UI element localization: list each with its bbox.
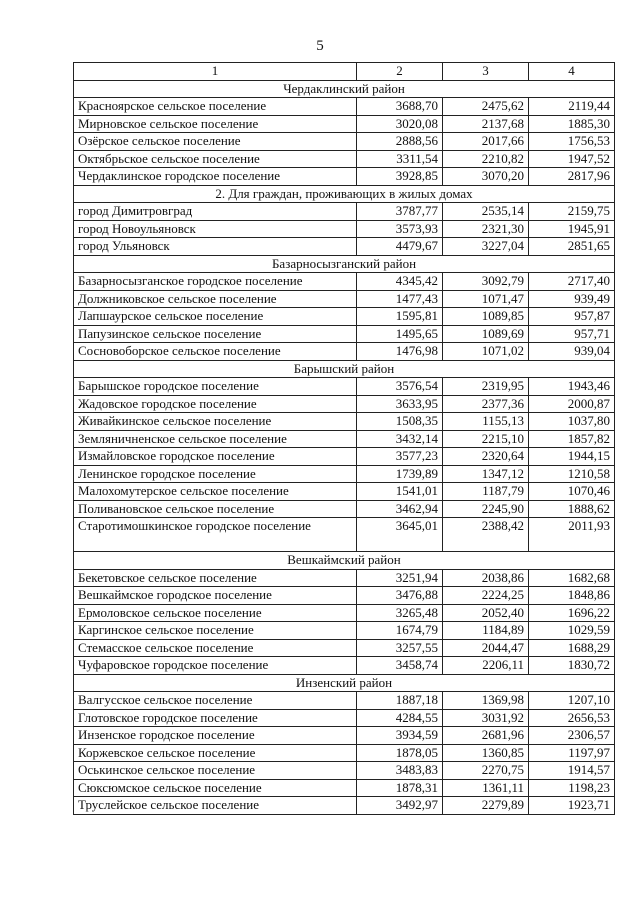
value-col-4: 1037,80 xyxy=(529,413,615,431)
table-row xyxy=(74,483,615,501)
section-row xyxy=(74,255,615,273)
settlement-name: Базарносызганское городское поселение xyxy=(74,273,357,291)
tariff-table xyxy=(73,62,615,815)
table-row xyxy=(74,709,615,727)
value-col-2: 3432,14 xyxy=(357,430,443,448)
value-col-3: 3227,04 xyxy=(443,238,529,256)
value-col-4: 1888,62 xyxy=(529,500,615,518)
settlement-name: Коржевское сельское поселение xyxy=(74,744,357,762)
header-col-2: 2 xyxy=(357,63,443,81)
table-row xyxy=(74,378,615,396)
value-col-3: 2535,14 xyxy=(443,203,529,221)
value-col-2: 3928,85 xyxy=(357,168,443,186)
value-col-3: 1071,47 xyxy=(443,290,529,308)
table-row xyxy=(74,448,615,466)
value-col-2: 4479,67 xyxy=(357,238,443,256)
settlement-name: Ермоловское сельское поселение xyxy=(74,604,357,622)
value-col-2: 3688,70 xyxy=(357,98,443,116)
section-row xyxy=(74,552,615,570)
section-title: 2. Для граждан, проживающих в жилых домах xyxy=(74,185,615,203)
value-col-4: 2000,87 xyxy=(529,395,615,413)
value-col-4: 1756,53 xyxy=(529,133,615,151)
header-col-4: 4 xyxy=(529,63,615,81)
value-col-2: 4284,55 xyxy=(357,709,443,727)
section-title: Инзенский район xyxy=(74,674,615,692)
value-col-4: 1070,46 xyxy=(529,483,615,501)
value-col-3: 1369,98 xyxy=(443,692,529,710)
value-col-4: 1198,23 xyxy=(529,779,615,797)
settlement-name: Бекетовское сельское поселение xyxy=(74,569,357,587)
value-col-4: 957,71 xyxy=(529,325,615,343)
settlement-name: Труслейское сельское поселение xyxy=(74,797,357,815)
value-col-2: 3576,54 xyxy=(357,378,443,396)
settlement-name: Живайкинское сельское поселение xyxy=(74,413,357,431)
table-row xyxy=(74,762,615,780)
value-col-3: 2279,89 xyxy=(443,797,529,815)
value-col-4: 1197,97 xyxy=(529,744,615,762)
value-col-2: 3265,48 xyxy=(357,604,443,622)
settlement-name: Стемасское сельское поселение xyxy=(74,639,357,657)
settlement-name: город Новоульяновск xyxy=(74,220,357,238)
table-row xyxy=(74,203,615,221)
value-col-2: 1508,35 xyxy=(357,413,443,431)
value-col-4: 2119,44 xyxy=(529,98,615,116)
table-row xyxy=(74,413,615,431)
value-col-2: 3462,94 xyxy=(357,500,443,518)
settlement-name: Папузинское сельское поселение xyxy=(74,325,357,343)
settlement-name: Мирновское сельское поселение xyxy=(74,115,357,133)
value-col-4: 1885,30 xyxy=(529,115,615,133)
value-col-2: 1595,81 xyxy=(357,308,443,326)
table-row xyxy=(74,604,615,622)
value-col-4: 1830,72 xyxy=(529,657,615,675)
value-col-2: 3573,93 xyxy=(357,220,443,238)
table-row xyxy=(74,220,615,238)
settlement-name: Должниковское сельское поселение xyxy=(74,290,357,308)
value-col-2: 1477,43 xyxy=(357,290,443,308)
table-row xyxy=(74,343,615,361)
value-col-3: 2681,96 xyxy=(443,727,529,745)
settlement-name: Вешкаймское городское поселение xyxy=(74,587,357,605)
settlement-name: Лапшаурское сельское поселение xyxy=(74,308,357,326)
settlement-name: Озёрское сельское поселение xyxy=(74,133,357,151)
value-col-3: 2017,66 xyxy=(443,133,529,151)
value-col-2: 3476,88 xyxy=(357,587,443,605)
value-col-3: 2320,64 xyxy=(443,448,529,466)
value-col-4: 1945,91 xyxy=(529,220,615,238)
value-col-2: 1739,89 xyxy=(357,465,443,483)
value-col-3: 1089,69 xyxy=(443,325,529,343)
value-col-2: 3020,08 xyxy=(357,115,443,133)
value-col-2: 1495,65 xyxy=(357,325,443,343)
value-col-2: 3251,94 xyxy=(357,569,443,587)
value-col-2: 3311,54 xyxy=(357,150,443,168)
value-col-2: 3645,01 xyxy=(357,518,443,552)
table-row xyxy=(74,692,615,710)
table-row xyxy=(74,744,615,762)
table-row xyxy=(74,430,615,448)
table-row xyxy=(74,308,615,326)
settlement-name: Чердаклинское городское поселение xyxy=(74,168,357,186)
value-col-3: 2388,42 xyxy=(443,518,529,552)
header-col-3: 3 xyxy=(443,63,529,81)
settlement-name: Жадовское городское поселение xyxy=(74,395,357,413)
value-col-2: 3458,74 xyxy=(357,657,443,675)
value-col-4: 2656,53 xyxy=(529,709,615,727)
value-col-2: 1674,79 xyxy=(357,622,443,640)
settlement-name: Сосновоборское сельское поселение xyxy=(74,343,357,361)
section-title: Чердаклинский район xyxy=(74,80,615,98)
table-row xyxy=(74,500,615,518)
table-row xyxy=(74,150,615,168)
value-col-4: 1682,68 xyxy=(529,569,615,587)
value-col-4: 2306,57 xyxy=(529,727,615,745)
settlement-name: город Ульяновск xyxy=(74,238,357,256)
value-col-4: 2817,96 xyxy=(529,168,615,186)
value-col-2: 1878,31 xyxy=(357,779,443,797)
section-row xyxy=(74,80,615,98)
section-title: Барышский район xyxy=(74,360,615,378)
section-title: Вешкаймский район xyxy=(74,552,615,570)
value-col-4: 1923,71 xyxy=(529,797,615,815)
value-col-3: 2270,75 xyxy=(443,762,529,780)
table-row xyxy=(74,587,615,605)
value-col-3: 1071,02 xyxy=(443,343,529,361)
settlement-name: Сюксюмское сельское поселение xyxy=(74,779,357,797)
section-row xyxy=(74,674,615,692)
value-col-3: 2224,25 xyxy=(443,587,529,605)
value-col-3: 3070,20 xyxy=(443,168,529,186)
value-col-4: 939,49 xyxy=(529,290,615,308)
settlement-name: Глотовское городское поселение xyxy=(74,709,357,727)
value-col-3: 2245,90 xyxy=(443,500,529,518)
table-row xyxy=(74,657,615,675)
table-row xyxy=(74,797,615,815)
value-col-3: 2206,11 xyxy=(443,657,529,675)
table-row xyxy=(74,395,615,413)
value-col-2: 1476,98 xyxy=(357,343,443,361)
value-col-3: 1089,85 xyxy=(443,308,529,326)
value-col-4: 939,04 xyxy=(529,343,615,361)
value-col-2: 3787,77 xyxy=(357,203,443,221)
value-col-3: 2321,30 xyxy=(443,220,529,238)
table-row xyxy=(74,518,615,552)
table-row xyxy=(74,639,615,657)
table-row xyxy=(74,115,615,133)
value-col-4: 1210,58 xyxy=(529,465,615,483)
table-row xyxy=(74,273,615,291)
value-col-3: 2215,10 xyxy=(443,430,529,448)
table-row xyxy=(74,622,615,640)
table-row xyxy=(74,238,615,256)
value-col-3: 3031,92 xyxy=(443,709,529,727)
value-col-4: 1029,59 xyxy=(529,622,615,640)
value-col-4: 2011,93 xyxy=(529,518,615,552)
value-col-3: 1360,85 xyxy=(443,744,529,762)
value-col-3: 1347,12 xyxy=(443,465,529,483)
value-col-3: 2210,82 xyxy=(443,150,529,168)
value-col-2: 4345,42 xyxy=(357,273,443,291)
value-col-4: 2159,75 xyxy=(529,203,615,221)
settlement-name: Красноярское сельское поселение xyxy=(74,98,357,116)
value-col-3: 2052,40 xyxy=(443,604,529,622)
settlement-name: Чуфаровское городское поселение xyxy=(74,657,357,675)
value-col-4: 1914,57 xyxy=(529,762,615,780)
value-col-4: 1696,22 xyxy=(529,604,615,622)
value-col-2: 1878,05 xyxy=(357,744,443,762)
settlement-name: Старотимошкинское городское поселение xyxy=(74,518,357,552)
value-col-3: 1361,11 xyxy=(443,779,529,797)
value-col-4: 1857,82 xyxy=(529,430,615,448)
table-row xyxy=(74,98,615,116)
value-col-2: 3257,55 xyxy=(357,639,443,657)
settlement-name: Инзенское городское поселение xyxy=(74,727,357,745)
table-row xyxy=(74,779,615,797)
value-col-2: 3934,59 xyxy=(357,727,443,745)
section-row xyxy=(74,360,615,378)
settlement-name: Земляничненское сельское поселение xyxy=(74,430,357,448)
settlement-name: Измайловское городское поселение xyxy=(74,448,357,466)
value-col-4: 957,87 xyxy=(529,308,615,326)
value-col-3: 2319,95 xyxy=(443,378,529,396)
table-row xyxy=(74,325,615,343)
value-col-3: 1155,13 xyxy=(443,413,529,431)
value-col-2: 1541,01 xyxy=(357,483,443,501)
value-col-2: 3577,23 xyxy=(357,448,443,466)
table-row xyxy=(74,465,615,483)
table-row xyxy=(74,569,615,587)
value-col-4: 1944,15 xyxy=(529,448,615,466)
value-col-3: 2475,62 xyxy=(443,98,529,116)
page-number: 5 xyxy=(316,38,324,54)
table-row xyxy=(74,290,615,308)
value-col-4: 2851,65 xyxy=(529,238,615,256)
value-col-4: 1947,52 xyxy=(529,150,615,168)
value-col-3: 2038,86 xyxy=(443,569,529,587)
table-row xyxy=(74,727,615,745)
header-col-1: 1 xyxy=(74,63,357,81)
value-col-2: 3492,97 xyxy=(357,797,443,815)
settlement-name: Октябрьское сельское поселение xyxy=(74,150,357,168)
settlement-name: Малохомутерское сельское поселение xyxy=(74,483,357,501)
value-col-4: 1848,86 xyxy=(529,587,615,605)
value-col-2: 3483,83 xyxy=(357,762,443,780)
settlement-name: Барышское городское поселение xyxy=(74,378,357,396)
value-col-4: 1688,29 xyxy=(529,639,615,657)
value-col-2: 1887,18 xyxy=(357,692,443,710)
settlement-name: Валгусское сельское поселение xyxy=(74,692,357,710)
settlement-name: Поливановское сельское поселение xyxy=(74,500,357,518)
value-col-3: 1184,89 xyxy=(443,622,529,640)
settlement-name: Ленинское городское поселение xyxy=(74,465,357,483)
settlement-name: город Димитровград xyxy=(74,203,357,221)
settlement-name: Каргинское сельское поселение xyxy=(74,622,357,640)
header-row xyxy=(74,63,615,81)
value-col-3: 2137,68 xyxy=(443,115,529,133)
section-title: Базарносызганский район xyxy=(74,255,615,273)
section-row xyxy=(74,185,615,203)
value-col-4: 2717,40 xyxy=(529,273,615,291)
table-row xyxy=(74,133,615,151)
value-col-3: 1187,79 xyxy=(443,483,529,501)
value-col-4: 1207,10 xyxy=(529,692,615,710)
value-col-3: 2044,47 xyxy=(443,639,529,657)
value-col-3: 2377,36 xyxy=(443,395,529,413)
value-col-2: 2888,56 xyxy=(357,133,443,151)
settlement-name: Оськинское сельское поселение xyxy=(74,762,357,780)
value-col-4: 1943,46 xyxy=(529,378,615,396)
table-row xyxy=(74,168,615,186)
value-col-2: 3633,95 xyxy=(357,395,443,413)
value-col-3: 3092,79 xyxy=(443,273,529,291)
